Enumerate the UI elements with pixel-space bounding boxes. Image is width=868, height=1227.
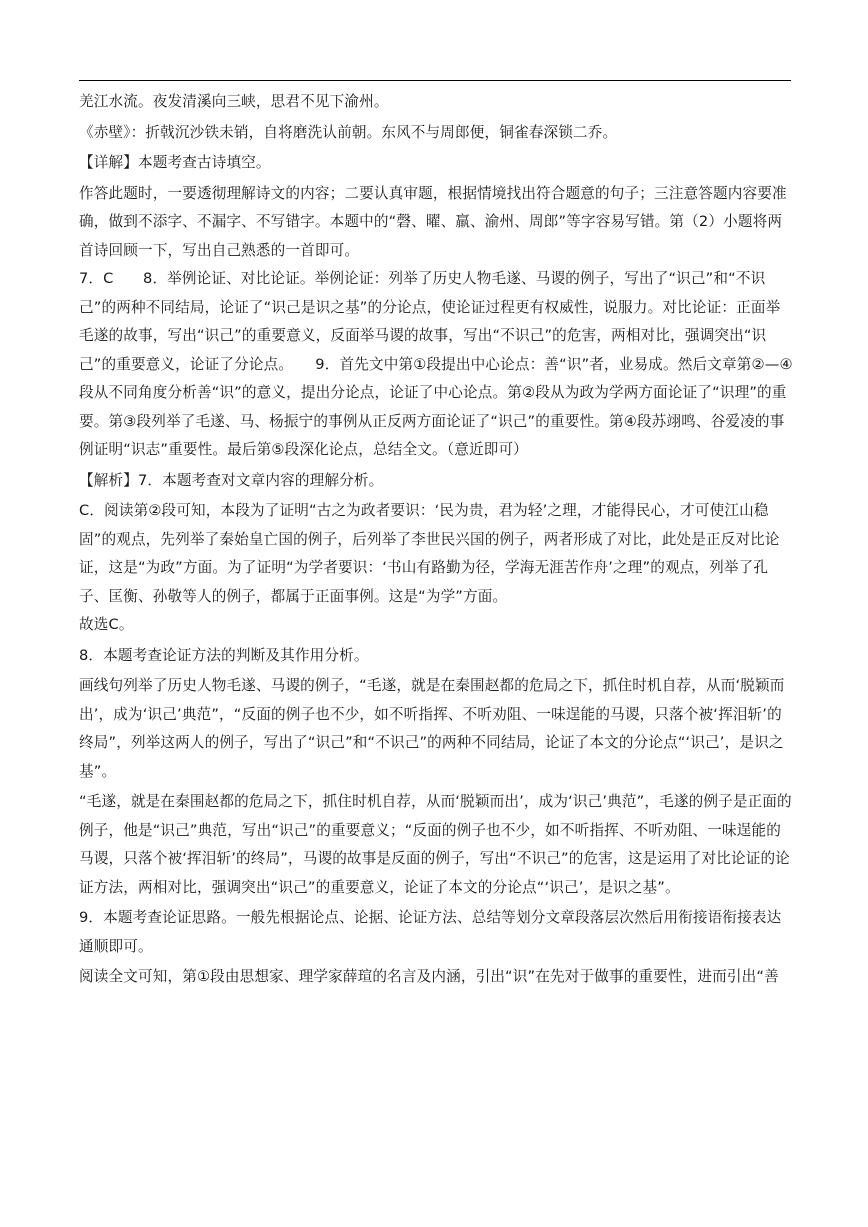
paragraph-analysis-c: C．阅读第②段可知，本段为了证明“古之为政者要识：‘民为贵，君为轻’之理，才能得民心，才可使江山稳固”的观点，先列举了秦始皇亡国的例子，后列举了李世民兴国的例子，两者形成了对比，此处是正反对比论证，这是“为政”方面。为了证明“为学者要识：‘书山有路勤为径，学海无涯苦作舟’之理”的观点，列举了孔子、匡衡、孙敬等人的例子，都属于正面事例。这是“为学”方面。: [79, 502, 780, 605]
paragraph-analysis-heading: 【解析】7．本题考查对文章内容的理解分析。: [79, 471, 384, 489]
paragraph-q9-heading: 9．本题考查论证思路。一般先根据论点、论据、论证方法、总结等划分文章段落层次然后用衔接语衔接表达通顺即可。: [79, 909, 782, 955]
document-body: [79, 88, 795, 992]
paragraph-choose-c: 故选C。: [79, 616, 134, 633]
paragraph-poem-line: 羌江水流。夜发清溪向三峡，思君不见下渝州。: [79, 93, 389, 110]
paragraph-q8-heading: 8．本题考查论证方法的判断及其作用分析。: [79, 646, 369, 664]
paragraph-detail-body: 作答此题时，一要透彻理解诗文的内容；二要认真审题，根据情境找出符合题意的句子；三注意答题内容要准确，做到不添字、不漏字、不写错字。本题中的“磬、曜、羸、渝州、周郎”等字容易写错。第（2）小题将两首诗回顾一下，写出自己熟悉的一首即可。: [79, 184, 787, 259]
paragraph-q8-body-2: “毛遂，就是在秦围赵都的危局之下，抓住时机自荐，从而‘脱颖而出’，成为‘识己’典范”，毛遂的例子是正面的例子，他是“识己”典范，写出“识己”的重要意义；“反面的例子也不少，如不听指挥、不听劝阻、一味逞能的马谡，只落个被‘挥泪斩’的终局”，马谡的故事是反面的例子，写出“不识己”的危害，这是运用了对比论证的论证方法，两相对比，强调突出“识己”的重要意义，论证了本文的分论点“‘识己’，是识之基”。: [79, 793, 792, 896]
paragraph-q9-body: 阅读全文可知，第①段由思想家、理学家薛瑄的名言及内涵，引出“识”在先对于做事的重要性，进而引出“善: [79, 968, 779, 985]
header-rule: [79, 80, 791, 81]
paragraph-chibi-poem: 《赤壁》：折戟沉沙铁未销，自将磨洗认前朝。东风不与周郎便，铜雀春深锁二乔。: [79, 123, 618, 141]
paragraph-detail-heading: 【详解】本题考查古诗填空。: [79, 154, 271, 171]
paragraph-answers-7-9: 7．C 8．举例论证、对比论证。举例论证：列举了历史人物毛遂、马谡的例子，写出了“识己”和“不识己”的两种不同结局，论证了“识己是识之基”的分论点，使论证过程更有权威性，说服力。对比论证：正面举毛遂的故事，写出“识己”的重要意义，反面举马谡的故事，写出“不识己”的危害，两相对比，强调突出“识己”的重要意义，论证了分论点。 9．首先文中第①段提出中心论点：善“识”者，业易成。然后文章第②—④段从不同角度分析善“识”的意义，提出分论点，论证了中心论点。第②段从为政为学两方面论证了“识理”的重要。第③段列举了毛遂、马、杨振宁的事例从正反两方面论证了“识己”的重要性。第④段苏翊鸣、谷爱凌的事例证明“识志”重要性。最后第⑤段深化论点，总结全文。（意近即可）: [79, 270, 793, 458]
paragraph-q8-body-1: 画线句列举了历史人物毛遂、马谡的例子，“毛遂，就是在秦围赵都的危局之下，抓住时机自荐，从而‘脱颖而出’，成为‘识己’典范”，“反面的例子也不少，如不听指挥、不听劝阻、一味逞能的马谡，只落个被‘挥泪斩’的终局”，列举这两人的例子，写出了“识己”和“不识己”的两种不同结局，论证了本文的分论点“‘识己’，是识之基”。: [79, 677, 785, 780]
